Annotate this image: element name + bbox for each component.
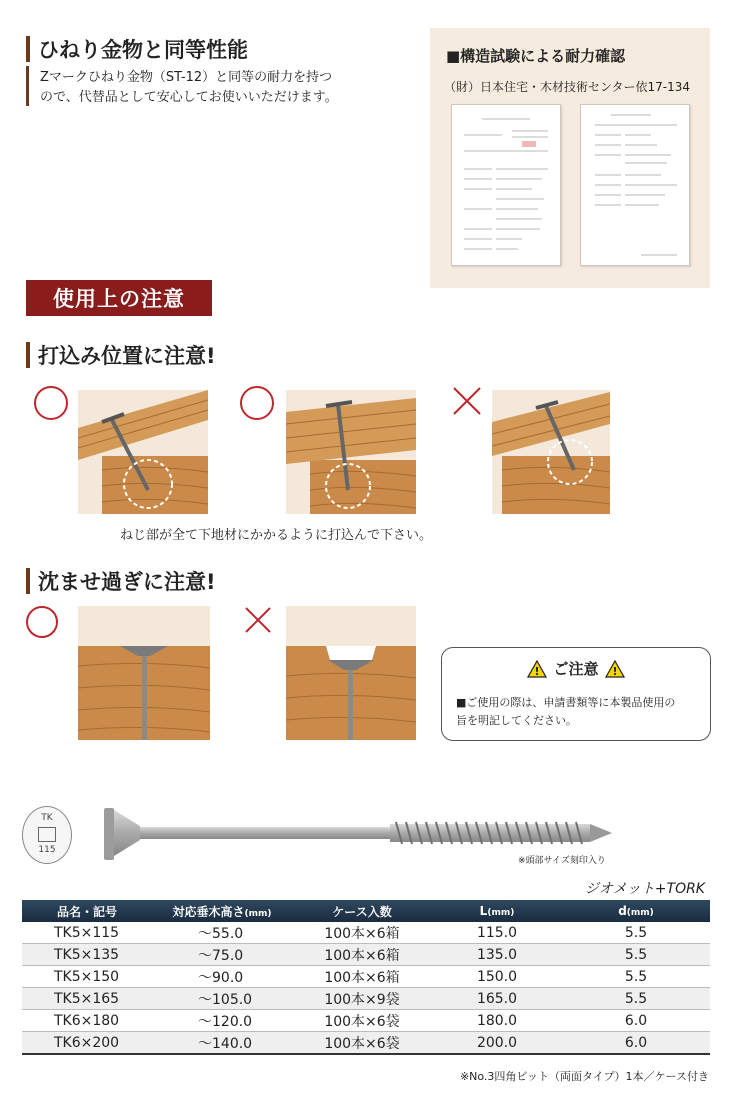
svg-text:!: ! [611,664,618,678]
cell-length: 200.0 [432,1032,562,1055]
header-height: 対応垂木高さ(mm) [152,900,292,922]
intro-side-bar [26,66,29,106]
header-diameter: d(mm) [562,900,710,922]
cell-diameter: 5.5 [562,922,710,944]
heading-bar [26,36,30,62]
depth-illustration-ng [286,606,416,740]
intro-heading-text: ひねり金物と同等性能 [38,38,248,62]
cell-case: 100本×6袋 [292,1010,432,1032]
cell-height: ～120.0 [152,1010,292,1032]
ng-cross-icon [242,604,274,636]
table-row [22,1010,710,1032]
footnote: ※No.3四角ビット（両面タイプ）1本／ケース付き [459,1070,709,1083]
header-length: L(mm) [432,900,562,922]
header-name: 品名・記号 [22,900,152,922]
cell-length: 180.0 [432,1010,562,1032]
cell-height: ～55.0 [152,922,292,944]
table-row [22,988,710,1010]
cell-length: 115.0 [432,922,562,944]
notice-body-line-2: 旨を明記してください。 [456,714,577,727]
cell-name: TK5×115 [22,922,152,944]
cell-name: TK5×150 [22,966,152,988]
position-illustration-1 [78,390,208,514]
ok-circle-icon [32,384,70,422]
position-illustration-3 [492,390,610,514]
cell-length: 135.0 [432,944,562,966]
depth-heading-text: 沈ませ過ぎに注意! [38,570,216,594]
cell-name: TK5×135 [22,944,152,966]
cell-case: 100本×6箱 [292,922,432,944]
brand-label: ジオメット+TORK [584,881,705,897]
warning-icon [605,660,625,678]
notice-header [442,658,710,679]
intro-text [40,68,338,108]
square-drive-icon [38,827,56,842]
table-row [22,966,710,988]
notice-box [441,647,711,741]
cell-length: 150.0 [432,966,562,988]
screw-head-mark-bottom: 115 [38,845,56,855]
cell-name: TK6×180 [22,1010,152,1032]
certificate-document-1 [451,104,561,266]
cell-case: 100本×9袋 [292,988,432,1010]
certification-subtitle: （財）日本住宅・木材技術センター依17-134 [444,80,691,94]
screw-head-mark [22,806,72,864]
cell-diameter: 6.0 [562,1032,710,1055]
position-caption: ねじ部が全て下地材にかかるように打込んで下さい。 [120,528,433,543]
cell-name: TK5×165 [22,988,152,1010]
cell-diameter: 6.0 [562,1010,710,1032]
cell-name: TK6×200 [22,1032,152,1055]
intro-heading [26,34,248,64]
screw-note: ※頭部サイズ刻印入り [518,856,606,866]
heading-bar [26,568,30,594]
cell-diameter: 5.5 [562,966,710,988]
cell-case: 100本×6箱 [292,966,432,988]
notice-body [456,694,701,730]
certification-title: ■構造試験による耐力確認 [446,47,626,65]
cell-case: 100本×6袋 [292,1032,432,1055]
cell-height: ～140.0 [152,1032,292,1055]
cell-diameter: 5.5 [562,944,710,966]
screw-head-mark-top: TK [41,813,53,823]
intro-line-1: Zマークひねり金物（ST-12）と同等の耐力を持つ [40,70,333,85]
header-case: ケース入数 [292,900,432,922]
cell-height: ～90.0 [152,966,292,988]
svg-text:!: ! [534,664,540,678]
certificate-document-2 [580,104,690,266]
caution-banner: 使用上の注意 [26,280,212,316]
notice-body-line-1: ■ご使用の際は、申請書類等に本製品使用の [456,696,676,709]
cell-diameter: 5.5 [562,988,710,1010]
position-heading [26,340,216,370]
cell-height: ～105.0 [152,988,292,1010]
intro-line-2: ので、代替品として安心してお使いいただけます。 [40,90,338,105]
depth-illustration-ok [78,606,210,740]
document-lines-2 [581,105,689,265]
ok-circle-icon [24,604,60,640]
document-lines-1 [452,105,560,265]
warning-icon [527,660,547,678]
table-row [22,944,710,966]
position-heading-text: 打込み位置に注意! [38,344,216,368]
table-row [22,1032,710,1055]
spec-table [22,900,710,1055]
ok-circle-icon [238,384,276,422]
heading-bar [26,342,30,368]
notice-title: ご注意 [553,660,599,678]
depth-heading [26,566,216,596]
cell-height: ～75.0 [152,944,292,966]
table-row [22,922,710,944]
cell-case: 100本×6箱 [292,944,432,966]
position-illustration-2 [286,390,416,514]
cell-length: 165.0 [432,988,562,1010]
ng-cross-icon [450,384,484,418]
table-header-row [22,900,710,922]
